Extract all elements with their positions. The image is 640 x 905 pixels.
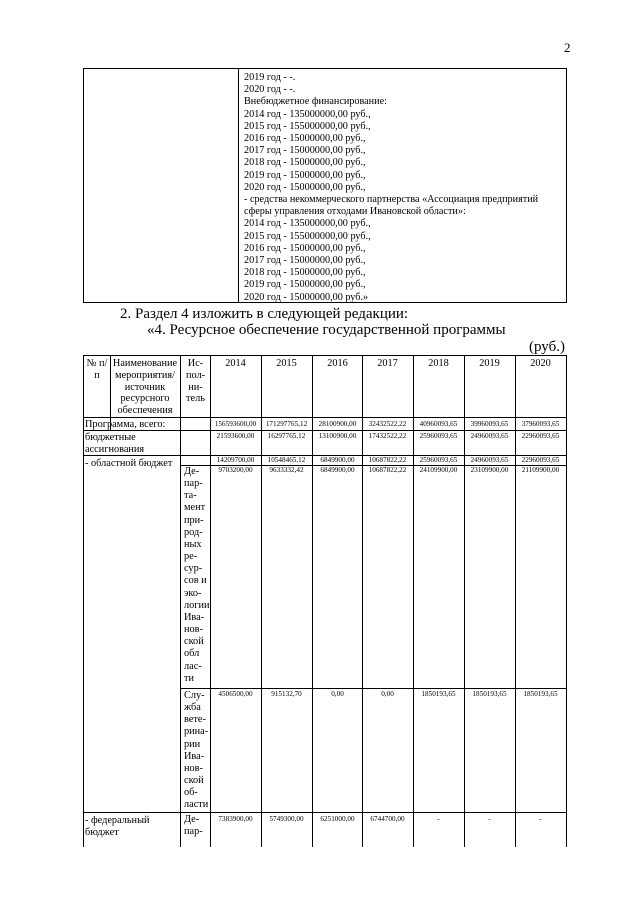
table-cell: 1850193,65 <box>472 690 507 698</box>
table-cell: 21593600,00 <box>216 432 255 440</box>
executor-line: рина- <box>184 726 209 738</box>
executor-line: Де- <box>184 814 200 825</box>
executor-line: мент <box>184 502 206 514</box>
table-rule <box>312 355 313 847</box>
row-label-federal-budget: - федеральный бюджет <box>85 815 150 838</box>
executor-line: ласти <box>184 799 209 811</box>
financing-line: 2016 год - 15000000,00 руб., <box>244 133 366 145</box>
header-number: № п/п <box>86 358 108 381</box>
table-cell: 1850193,65 <box>523 690 558 698</box>
executor-line: род- <box>184 526 203 538</box>
header-executor: Ис- пол- ни- тель <box>185 358 206 405</box>
executor-line: Слу- <box>184 690 205 701</box>
executor-line: ской <box>184 775 204 787</box>
table-rule <box>83 355 566 356</box>
header-year-2016: 2016 <box>327 358 348 369</box>
table-cell: 10687822,22 <box>368 456 407 464</box>
table-cell: 21109900,00 <box>521 466 560 474</box>
table-cell: 28100900,00 <box>318 420 357 428</box>
page-number: 2 <box>564 40 571 55</box>
executor-line: нов- <box>184 762 203 774</box>
financing-line: 2015 год - 155000000,00 руб., <box>244 230 371 242</box>
table-rule <box>413 355 414 847</box>
table-cell: 9703200,00 <box>218 466 253 474</box>
header-year-2020: 2020 <box>530 358 551 369</box>
header-year-2017: 2017 <box>377 358 398 369</box>
financing-line: 2017 год - 15000000,00 руб., <box>244 145 366 157</box>
table-cell: 0,00 <box>381 690 394 698</box>
financing-line: 2019 год - 15000000,00 руб., <box>244 169 366 181</box>
executor-line: та- <box>184 490 197 502</box>
executor-line: ской <box>184 636 204 648</box>
table-rule <box>515 355 516 847</box>
executor-line: об- <box>184 787 198 799</box>
financing-line: 2020 год - 15000000,00 руб., <box>244 181 366 193</box>
program-passport-table-fragment <box>83 68 567 303</box>
executor-line: лас- <box>184 660 202 672</box>
executor-line: эко- <box>184 587 202 599</box>
executor-line: вете- <box>184 714 206 726</box>
executor-line: сов и <box>184 575 207 587</box>
header-year-2015: 2015 <box>276 358 297 369</box>
executor-department-federal <box>184 814 203 838</box>
header-year-2019: 2019 <box>479 358 500 369</box>
table-cell: 5749300,00 <box>269 815 304 823</box>
table-cell: 22960093,65 <box>521 432 560 440</box>
table-rule <box>566 355 567 847</box>
table-cell: 9633332,42 <box>269 466 304 474</box>
table-rule <box>464 355 465 847</box>
table-cell: 39960093,65 <box>470 420 509 428</box>
table-cell: 32432522,22 <box>368 420 407 428</box>
table-cell: 40960093,65 <box>419 420 458 428</box>
table-cell: 25960093,65 <box>419 456 458 464</box>
table-cell: 13100900,00 <box>318 432 357 440</box>
table-cell: 0,00 <box>331 690 344 698</box>
table-cell: 6744700,00 <box>370 815 405 823</box>
header-name: Наименование мероприятия/ источник ресурсного обеспечения <box>112 358 178 417</box>
row-label-budget: бюджетные ассигнования <box>85 432 145 455</box>
table-cell: 10687822,22 <box>368 466 407 474</box>
executor-line: при- <box>184 514 204 526</box>
table-cell: 6849900,00 <box>320 466 355 474</box>
financing-line: - средства некоммерческого партнерства «Ассоциация предприятий сферы управления отходами Ивановской области»: <box>244 194 539 218</box>
executor-line: Де- <box>184 466 200 477</box>
executor-line: нов- <box>184 624 203 636</box>
table-rule <box>210 355 211 847</box>
financing-line: 2014 год - 135000000,00 руб., <box>244 218 371 230</box>
header-year-2018: 2018 <box>428 358 449 369</box>
executor-line: Ива- <box>184 750 205 762</box>
table-cell: 1850193,65 <box>421 690 456 698</box>
table-rule <box>83 355 84 847</box>
table-cell: 171297765,12 <box>265 420 308 428</box>
table-rule <box>83 417 566 418</box>
executor-line: сур- <box>184 563 203 575</box>
table-cell: - <box>437 815 440 823</box>
table-cell: 17432522,22 <box>368 432 407 440</box>
financing-line: 2015 год - 155000000,00 руб., <box>244 120 371 132</box>
financing-line: 2019 год - -. <box>244 72 296 83</box>
executor-department-natural-resources <box>184 466 210 685</box>
executor-line: рии <box>184 738 201 750</box>
financing-line: 2018 год - 15000000,00 руб., <box>244 267 366 279</box>
executor-line: пар- <box>184 478 203 490</box>
header-year-2014: 2014 <box>225 358 246 369</box>
row-label-regional-budget: - областной бюджет <box>85 458 173 469</box>
table-cell: 16297765,12 <box>267 432 306 440</box>
financing-line: 2014 год - 135000000,00 руб., <box>244 108 371 120</box>
table-cell: 22960093,65 <box>521 456 560 464</box>
table-rule <box>362 355 363 847</box>
table-rule <box>83 812 566 813</box>
executor-line: ре- <box>184 551 198 563</box>
section-title: «4. Ресурсное обеспечение государственной программы <box>147 322 506 338</box>
amendment-heading: 2. Раздел 4 изложить в следующей редакции: <box>120 306 409 322</box>
financing-line: 2020 год - -. <box>244 84 296 96</box>
unit-label: (руб.) <box>529 339 565 355</box>
table-cell: - <box>539 815 542 823</box>
executor-line: логии <box>184 599 210 611</box>
table-rule <box>261 355 262 847</box>
table-cell: - <box>488 815 491 823</box>
table-cell: 10548465,12 <box>267 456 306 464</box>
executor-line: жба <box>184 702 201 714</box>
table-cell: 4506500,00 <box>218 690 253 698</box>
table-rule <box>180 688 566 689</box>
table-cell: 7383900,00 <box>218 815 253 823</box>
table-cell: 23109900,00 <box>470 466 509 474</box>
table-cell: 24960093,65 <box>470 432 509 440</box>
table-cell: 24109900,00 <box>419 466 458 474</box>
row-label-program-total: Программа, всего: <box>85 419 166 430</box>
financing-line: Внебюджетное финансирование: <box>244 96 387 108</box>
financing-line: 2019 год - 15000000,00 руб., <box>244 279 366 291</box>
table-cell: 25960093,65 <box>419 432 458 440</box>
financing-text-block <box>244 72 562 304</box>
table-cell: 14209700,00 <box>216 456 255 464</box>
executor-line: ти <box>184 672 195 684</box>
financing-line: 2018 год - 15000000,00 руб., <box>244 157 366 169</box>
table-cell: 24960093,65 <box>470 456 509 464</box>
table-cell: 915132,70 <box>271 690 302 698</box>
financing-line: 2020 год - 15000000,00 руб.» <box>244 291 369 303</box>
table-cell: 156593600,00 <box>214 420 257 428</box>
executor-line: пар- <box>184 826 203 838</box>
executor-line: обл <box>184 648 200 660</box>
financing-line: 2016 год - 15000000,00 руб., <box>244 242 366 254</box>
financing-line: 2017 год - 15000000,00 руб., <box>244 255 366 267</box>
executor-veterinary-service <box>184 690 208 812</box>
table-cell: 37960093,65 <box>521 420 560 428</box>
table-cell: 6251000,00 <box>320 815 355 823</box>
executor-line: Ива- <box>184 611 205 623</box>
executor-line: ных <box>184 538 202 550</box>
table-column-divider <box>238 69 239 302</box>
table-cell: 6849900,00 <box>320 456 355 464</box>
